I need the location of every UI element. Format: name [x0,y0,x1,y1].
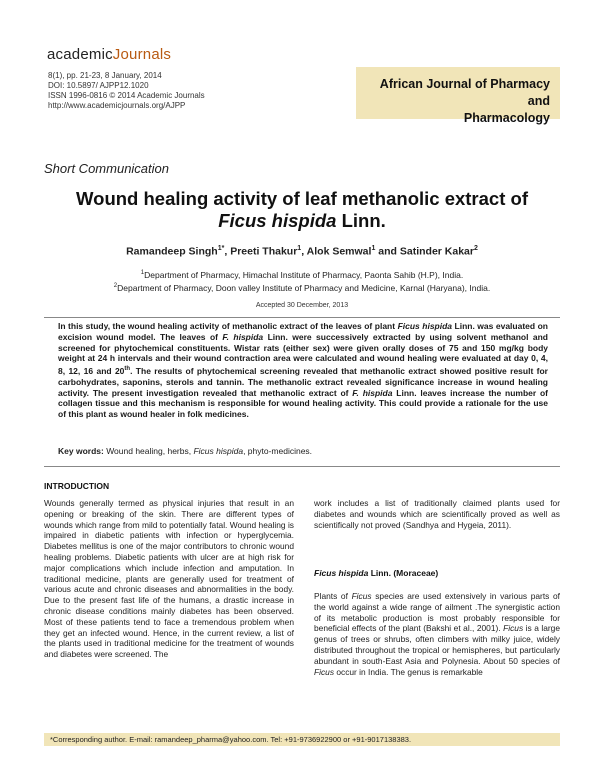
meta-issn: ISSN 1996-0816 © 2014 Academic Journals [48,91,205,100]
abstract-text: Linn. were successively extracted by using solvent methanol and screened for phytochemical constituents. Wistar rats (either sex) were given orally doses of 75 and 150 mg/kg body weight at 24 h intervals and their wound contraction area were calculated and wound healing were evaluated at day 0, 4, 8, 12, 16 and 20 [58,331,548,377]
abstract-sup: th [124,366,131,373]
author-separator: , [224,245,231,258]
author-affil-sup: 1 [297,245,302,252]
ficus-subheading [314,568,438,578]
affiliation-sup: 1 [140,270,145,276]
meta-doi: DOI: 10.5897/ AJPP12.1020 [48,81,149,90]
abstract-text: In this study, the wound healing activity of methanolic extract of the leaves of plant [58,321,398,331]
ficus-text: species are used extensively in various parts of the world against a wide range of ailment .The synergistic action of its metabolic production is most probably responsible for beneficial effects of the plant (Bakshi et al., 2001). [314,591,560,634]
logo-part-academic: academic [47,46,113,63]
title-line1: Wound healing activity of leaf methanolic extract of [76,188,528,209]
genus-name: Ficus [351,591,372,601]
affiliations [44,268,560,294]
abstract [58,321,548,420]
abstract-species: F. hispida [352,387,393,398]
abstract-text: Linn. leaves increase the number of collagen tissue and this mechanism is responsible for wound healing activity. This could provide a rationale for the use of this plant as wound healer in folk medicines. [58,387,548,420]
ficus-text: is a large genus of trees or shrubs, often climbers with milky juice, widely distributed throughout the tropical or hemispheres, but particularly abundant in south-East Asia and Polynesia. About 50 species of [314,623,561,666]
journal-header [44,67,560,125]
author-name: Ramandeep Singh [126,245,218,258]
author-name: Preeti Thakur [230,245,298,258]
genus-name: Ficus [314,666,335,677]
right-column-bottom [314,591,560,677]
keywords-label: Key words: [58,446,104,456]
abstract-species: Ficus hispida [397,321,453,331]
author-name: Alok Semwal [306,245,372,258]
author-list [44,245,560,258]
journal-name-line1: African Journal of Pharmacy and [379,77,550,108]
keywords-species: Ficus hispida [193,446,244,456]
abstract-text: Linn. was evaluated on excision wound model. The leaves of [58,321,548,342]
affiliation-text: Department of Pharmacy, Himachal Institute of Pharmacy, Paonta Sahib (H.P), India. [144,269,464,280]
accepted-date: Accepted 30 December, 2013 [255,302,349,309]
title-species: Ficus hispida [218,210,337,231]
left-column [44,498,294,660]
introduction-heading: INTRODUCTION [44,481,110,491]
author-separator: , [301,245,307,258]
title-authority: Linn. [336,210,386,231]
intro-continuation: work includes a list of traditionally claimed plants used for diabetes and wounds which are scientifically proved as well as scientifically not proved (Sandhya and Hygeia, 2011). [314,498,560,530]
publisher-logo [47,46,171,63]
author-separator: and [375,245,400,258]
author-affil-sup: 2 [473,245,478,252]
affiliation-2 [44,281,560,294]
author-affil-sup: 1 [371,245,376,252]
author-affil-sup: 1 [217,245,222,252]
abstract-text: . The results of phytochemical screening revealed that methanolic extract showed positive result for carbohydrates, saponins, sterols and tannin. The methanolic extract revealed significance increase in wound healing activity. The present investigation revealed that methanolic extract of [58,366,548,398]
intro-paragraph: Wounds generally termed as physical injuries that result in an opening or breaking of the skin. There are different types of wounds which range from mild to potentially fatal. Wound healing is impaired in diabetic patients with infection or hyperglycemia. Diabetes mellitus is one of the major contributors to chronic wound healing problems. Diabetic patients with ulcer are at high risk for major complications which include infection and amputation. In traditional medicine, plants are generally used for treatment of various acute and chronic diseases and abnormalities in the body. Due to the present fast life of the humans, a drastic increase in chronic disease conditions mainly diabetes has been observed. Most of these patients tend to face a tremendous problem when they get an infected wound. Hence, in the current review, a list of the plants used in traditional medicine for the treatment of wounds and diabetes were screened. The [44,498,294,660]
affiliation-text: Department of Pharmacy, Doon valley Institute of Pharmacy and Medicine, Karnal (Haryana), India. [117,282,491,293]
abstract-species: F. hispida [222,331,264,342]
keywords-text: Wound healing, herbs, [103,446,194,456]
article-meta [44,67,356,119]
article-title [44,188,560,232]
corresponding-author-footnote: *Corresponding author. E-mail: ramandeep_pharma@yahoo.com. Tel: +91-9736922900 or +91-9017138383. [44,733,560,746]
author-name: Satinder Kakar [399,245,474,258]
right-column-top [314,498,560,530]
ficus-text: Plants of [314,591,352,601]
journal-name-line2: Pharmacology [463,111,550,125]
keywords-text: , phyto-medicines. [243,446,313,456]
journal-name-band [356,67,560,125]
abstract-top-divider [44,317,560,318]
corresponding-mark: * [221,245,225,252]
meta-volume-pages: 8(1), pp. 21-23, 8 January, 2014 [48,71,162,80]
affiliation-1 [44,268,560,281]
affiliation-sup: 2 [113,282,118,289]
logo-part-journals: Journals [112,46,172,63]
genus-name: Ficus [503,623,524,634]
subheading-species: Ficus hispida [314,568,369,578]
subheading-family: Linn. (Moraceae) [368,568,439,578]
ficus-text: occur in India. The genus is remarkable [334,666,483,677]
abstract-bottom-divider [44,466,560,467]
meta-url[interactable]: http://www.academicjournals.org/AJPP [48,101,186,110]
article-type: Short Communication [44,161,169,176]
keywords [58,446,548,456]
ficus-paragraph [314,591,560,677]
title-line2 [44,210,560,232]
